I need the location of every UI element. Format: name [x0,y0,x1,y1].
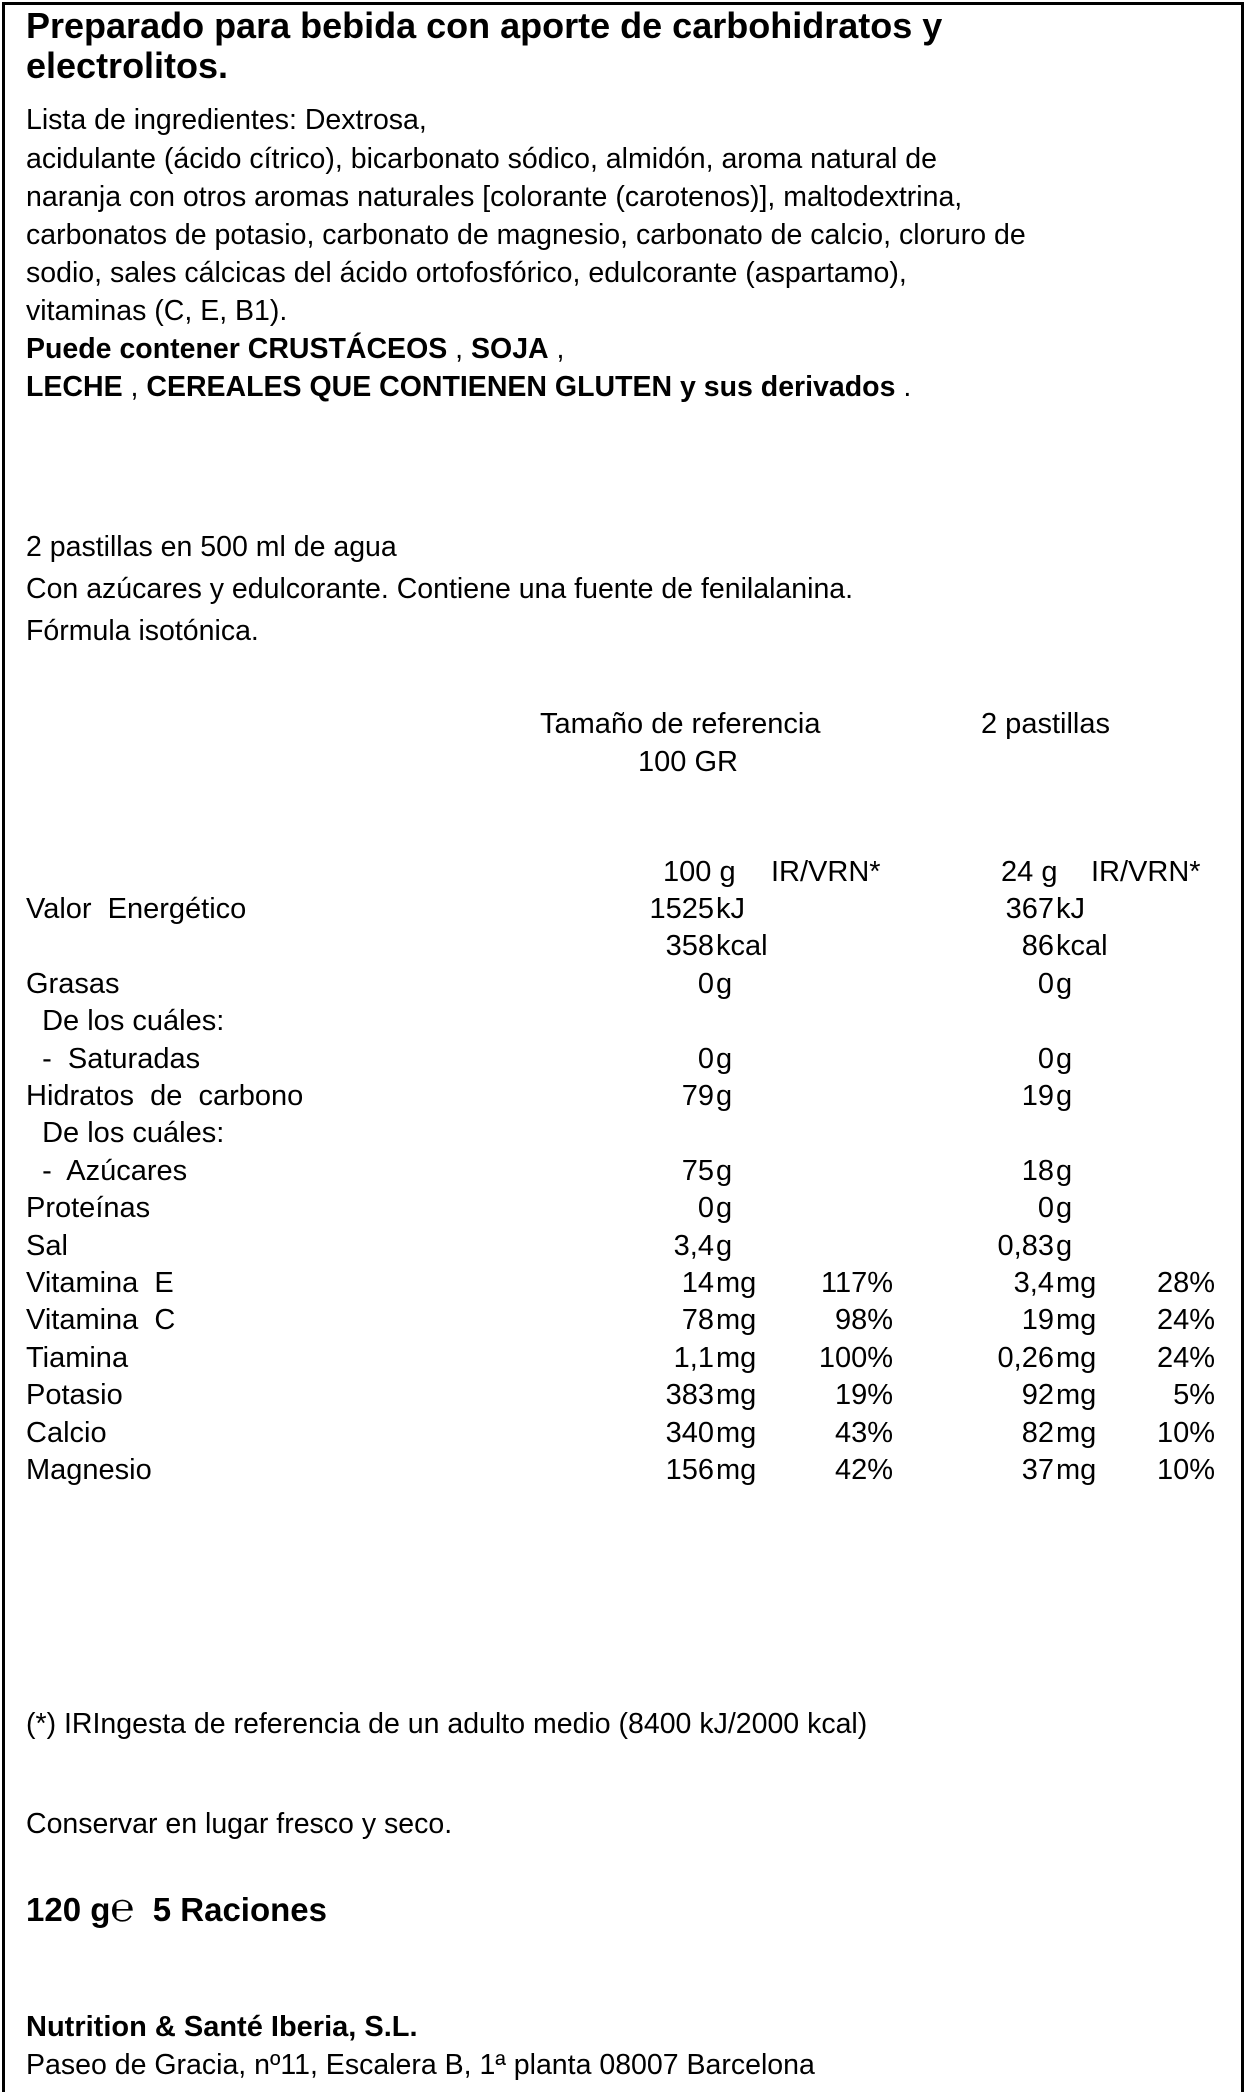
unit-per-100g: mg [716,1267,757,1299]
ingredients-line: sodio, sales cálcicas del ácido ortofosfórico, edulcorante (aspartamo), [26,257,907,289]
allergen-separator: , [122,371,147,403]
value-per-serving: 3,4 [1013,1267,1054,1299]
value-per-100g: 156 [665,1454,714,1486]
unit-per-100g: kJ [716,893,745,925]
ir-vrn-per-100g: 100% [818,1341,893,1374]
col-header-24g: 24 g [1001,856,1058,888]
table-row [0,1190,1250,1227]
table-row [0,1041,1250,1078]
value-per-serving: 86 [1021,930,1054,963]
storage-instructions: Conservar en lugar fresco y seco. [26,1808,453,1840]
table-row [0,928,1250,965]
unit-per-serving: mg [1056,1304,1097,1337]
table-row [0,1003,1250,1040]
net-content [26,1888,327,1930]
value-per-serving: 82 [1021,1416,1054,1449]
company-address: Paseo de Gracia, nº11, Escalera B, 1ª planta 08007 Barcelona [26,2049,815,2081]
table-row [0,1415,1250,1452]
value-per-serving: 367 [1005,893,1054,925]
allergens-end: . [895,371,912,403]
value-per-100g: 78 [681,1304,714,1337]
table-row [0,1340,1250,1377]
unit-per-100g: mg [716,1454,757,1486]
unit-per-serving: g [1056,1080,1073,1112]
ingredients-line: acidulante (ácido cítrico), bicarbonato sódico, almidón, aroma natural de [26,143,937,175]
nutrient-label: Grasas [26,967,120,1000]
value-per-100g: 79 [681,1080,714,1112]
unit-per-100g: mg [716,1304,757,1337]
ingredients-line: naranja con otros aromas naturales [colorante (carotenos)], maltodextrina, [26,181,963,213]
nutrient-label: Vitamina E [26,1267,174,1299]
unit-per-100g: kcal [716,930,768,963]
value-per-serving: 19 [1021,1304,1054,1337]
nutrient-label: Potasio [26,1379,123,1412]
nutrient-label: Sal [26,1229,68,1262]
serving-size-label: 2 pastillas [981,708,1110,740]
allergens-line-1 [26,330,564,368]
unit-per-serving: g [1056,1192,1073,1225]
unit-per-serving: g [1056,1229,1073,1262]
ingredients-line: carbonatos de potasio, carbonato de magnesio, carbonato de calcio, cloruro de [26,219,1026,251]
unit-per-100g: g [716,967,733,1000]
table-row [0,1377,1250,1414]
unit-per-serving: mg [1056,1341,1097,1374]
table-row [0,1265,1250,1302]
ir-vrn-per-serving: 10% [1156,1454,1215,1486]
table-row [0,966,1250,1003]
unit-per-serving: mg [1056,1416,1097,1449]
table-row [0,891,1250,928]
nutrient-label: Proteínas [26,1192,151,1225]
allergen-crustaceos: CRUSTÁCEOS [247,333,448,365]
nutrient-label: De los cuáles: [26,1117,225,1150]
allergen-separator: , [447,333,472,365]
value-per-serving: 0 [1037,967,1054,1000]
value-per-100g: 14 [681,1267,714,1299]
usage-line: Con azúcares y edulcorante. Contiene una fuente de fenilalanina. [26,573,854,605]
ir-vrn-per-serving: 24% [1156,1304,1215,1337]
nutrient-label: Tiamina [26,1341,129,1374]
value-per-100g: 1,1 [673,1341,714,1374]
estimated-sign-icon: ℮ [110,1886,135,1930]
reference-size-value: 100 GR [638,746,738,778]
table-row [0,1302,1250,1339]
unit-per-serving: mg [1056,1379,1097,1412]
value-per-100g: 1525 [649,893,714,925]
ir-vrn-per-serving: 5% [1173,1379,1215,1412]
unit-per-100g: g [716,1229,733,1262]
table-row [0,1078,1250,1115]
nutrient-label: Vitamina C [26,1304,176,1337]
value-per-serving: 0,83 [997,1229,1054,1262]
table-row [0,1115,1250,1152]
usage-line: Fórmula isotónica. [26,615,259,647]
unit-per-serving: mg [1056,1267,1097,1299]
allergens-suffix: y sus derivados [672,371,896,403]
value-per-serving: 92 [1021,1379,1054,1412]
ir-vrn-per-serving: 28% [1156,1267,1215,1299]
value-per-100g: 383 [665,1379,714,1412]
footnote: (*) IRIngesta de referencia de un adulto medio (8400 kJ/2000 kcal) [26,1708,868,1740]
unit-per-100g: g [716,1042,733,1075]
unit-per-100g: mg [716,1379,757,1412]
nutrient-label: Valor Energético [26,893,247,925]
ir-vrn-per-100g: 117% [820,1267,893,1299]
product-title-line-2: electrolitos. [26,45,229,86]
unit-per-100g: g [716,1080,733,1112]
ir-vrn-per-100g: 19% [834,1379,893,1412]
value-per-100g: 3,4 [673,1229,714,1262]
portions: 5 Raciones [152,1891,327,1928]
product-title-line-1: Preparado para bebida con aporte de carbohidratos y [26,5,943,46]
allergens-line-2 [26,368,911,406]
ir-vrn-per-100g: 98% [834,1304,893,1337]
value-per-serving: 0 [1037,1192,1054,1225]
value-per-serving: 19 [1021,1080,1054,1112]
unit-per-serving: g [1056,967,1073,1000]
net-weight: 120 g [26,1891,111,1928]
value-per-100g: 0 [697,1042,714,1075]
value-per-100g: 358 [665,930,714,963]
unit-per-serving: kcal [1056,930,1108,963]
unit-per-100g: mg [716,1416,757,1449]
reference-size-label: Tamaño de referencia [540,708,821,740]
value-per-100g: 340 [665,1416,714,1449]
nutrient-label: - Azúcares [26,1154,188,1187]
nutrient-label: - Saturadas [26,1042,201,1075]
nutrient-label: De los cuáles: [26,1005,225,1038]
col-header-100g: 100 g [663,856,736,888]
ingredients-line: vitaminas (C, E, B1). [26,295,288,327]
ir-vrn-per-serving: 10% [1156,1416,1215,1449]
value-per-serving: 18 [1021,1154,1054,1187]
table-row [0,1153,1250,1190]
nutrient-label: Calcio [26,1416,107,1449]
ir-vrn-per-serving: 24% [1156,1341,1215,1374]
table-row [0,1228,1250,1265]
allergen-soja: SOJA [471,333,549,365]
col-header-irvrn-100g: IR/VRN* [771,856,881,888]
unit-per-100g: mg [716,1341,757,1374]
nutrient-label: Magnesio [26,1454,152,1486]
value-per-100g: 75 [681,1154,714,1187]
unit-per-serving: kJ [1056,893,1085,925]
ir-vrn-per-100g: 42% [834,1454,893,1486]
unit-per-serving: g [1056,1042,1073,1075]
nutrient-label: Hidratos de carbono [26,1080,304,1112]
value-per-serving: 37 [1021,1454,1054,1486]
table-row [0,1452,1250,1489]
allergens-prefix: Puede contener [26,333,248,365]
value-per-100g: 0 [697,967,714,1000]
unit-per-100g: g [716,1192,733,1225]
ir-vrn-per-100g: 43% [834,1416,893,1449]
company-name: Nutrition & Santé Iberia, S.L. [26,2011,418,2043]
col-header-irvrn-24g: IR/VRN* [1091,856,1201,888]
usage-line: 2 pastillas en 500 ml de agua [26,531,397,563]
unit-per-100g: g [716,1154,733,1187]
ingredients-line: Lista de ingredientes: Dextrosa, [26,104,427,136]
unit-per-serving: g [1056,1154,1073,1187]
allergen-gluten: CEREALES QUE CONTIENEN GLUTEN [146,371,673,403]
allergen-leche: LECHE [26,371,123,403]
value-per-serving: 0,26 [997,1341,1054,1374]
unit-per-serving: mg [1056,1454,1097,1486]
value-per-serving: 0 [1037,1042,1054,1075]
value-per-100g: 0 [697,1192,714,1225]
allergen-separator: , [548,333,565,365]
